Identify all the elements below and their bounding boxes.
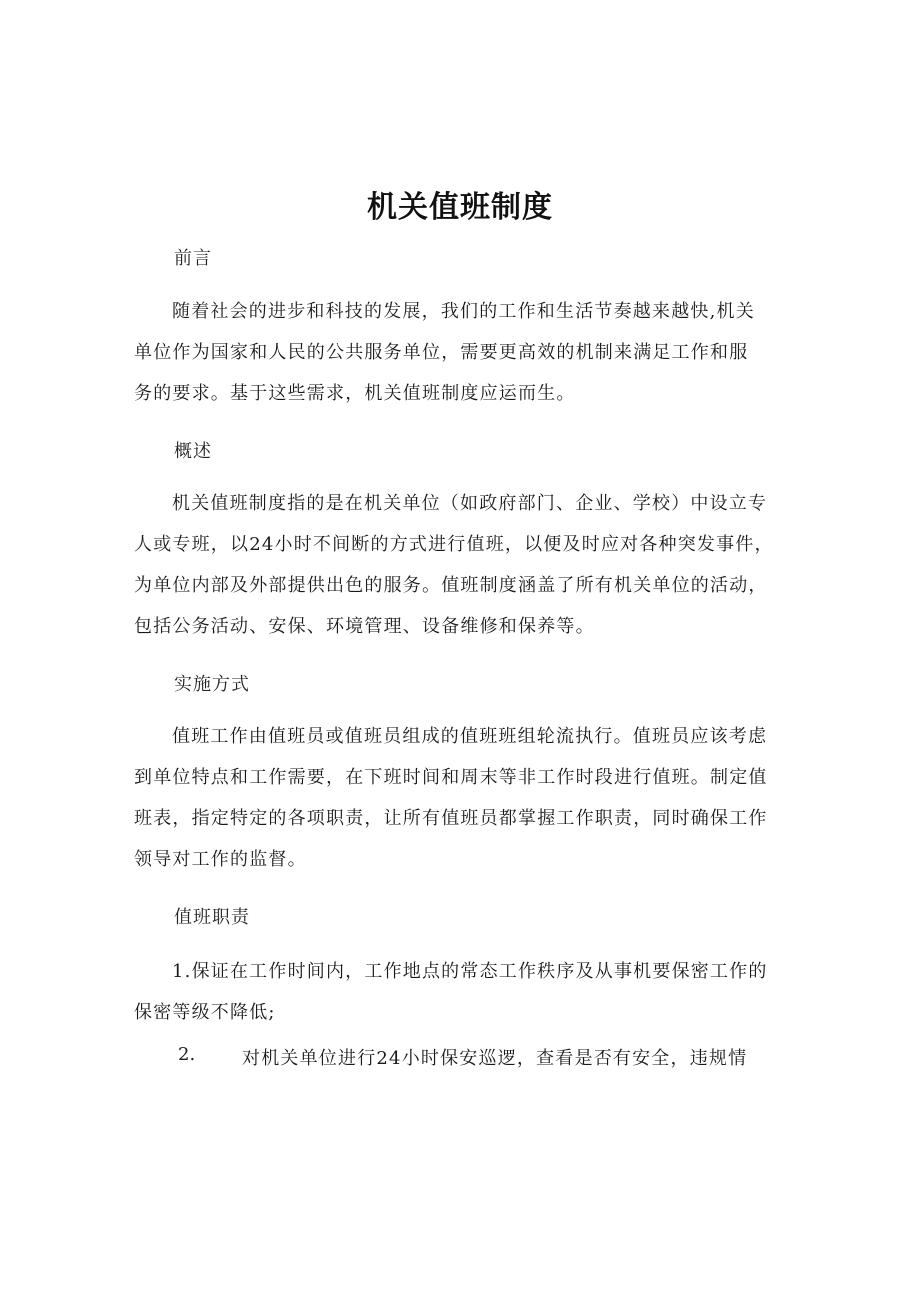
paragraph-line: 班表，指定特定的各项职责，让所有值班员都掌握工作职责，同时确保工作 (134, 808, 768, 829)
paragraph-preface (134, 291, 814, 414)
paragraph-line: 人或专班，以24小时不间断的方式进行值班，以便及时应对各种突发事件， (134, 534, 774, 555)
paragraph-line: 单位作为国家和人民的公共服务单位，需要更高效的机制来满足工作和服 (134, 342, 749, 363)
paragraph-line: 务的要求。基于这些需求，机关值班制度应运而生。 (134, 383, 576, 404)
list-item-duty-1 (134, 951, 814, 1033)
paragraph-line: 到单位特点和工作需要，在下班时间和周末等非工作时段进行值班。制定值 (134, 767, 768, 788)
document-title: 机关值班制度 (367, 190, 553, 225)
paragraph-line: 机关值班制度指的是在机关单位（如政府部门、企业、学校）中设立专 (172, 493, 768, 514)
section-heading-implementation: 实施方式 (174, 674, 250, 695)
list-item-line: 1.保证在工作时间内，工作地点的常态工作秩序及从事机要保密工作的 (172, 961, 768, 982)
list-item-number: 2. (178, 1044, 196, 1065)
section-heading-duties: 值班职责 (174, 907, 250, 928)
paragraph-line: 为单位内部及外部提供出色的服务。值班制度涵盖了所有机关单位的活动， (134, 575, 768, 596)
section-heading-overview: 概述 (174, 441, 212, 462)
paragraph-line: 随着社会的进步和科技的发展，我们的工作和生活节奏越来越快,机关 (172, 301, 755, 322)
list-item-duty-2: 对机关单位进行24小时保安巡逻，查看是否有安全，违规情 (242, 1048, 748, 1069)
paragraph-line: 领导对工作的监督。 (134, 849, 307, 870)
section-heading-preface: 前言 (174, 248, 212, 269)
paragraph-implementation (134, 716, 814, 880)
paragraph-overview (134, 483, 814, 647)
list-item-line: 保密等级不降低; (134, 1002, 276, 1023)
paragraph-line: 包括公务活动、安保、环境管理、设备维修和保养等。 (134, 616, 595, 637)
paragraph-line: 值班工作由值班员或值班员组成的值班班组轮流执行。值班员应该考虑 (172, 726, 768, 747)
